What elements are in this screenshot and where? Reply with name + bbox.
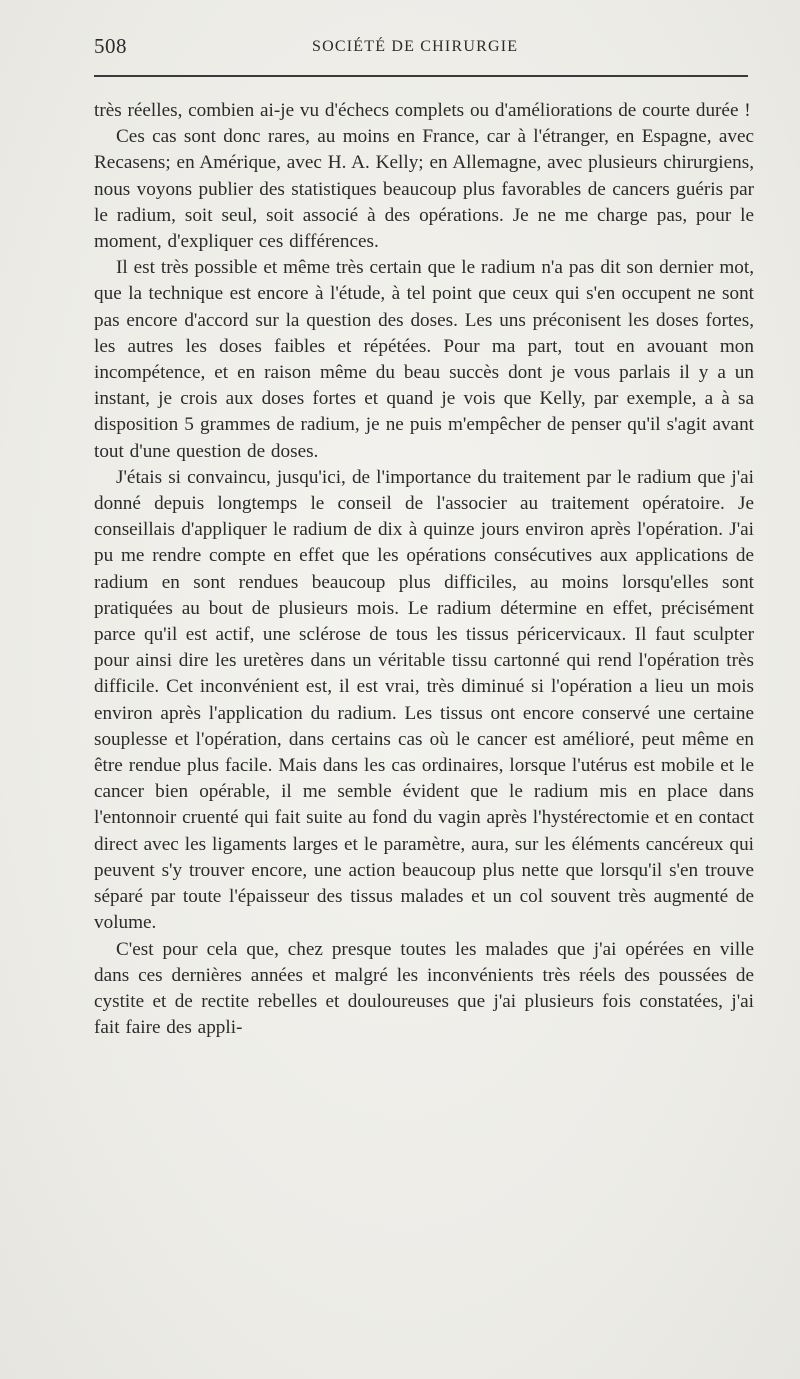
page-header — [94, 34, 754, 64]
paragraph-continuation: très réelles, combien ai-je vu d'échecs complets ou d'améliorations de courte durée ! — [94, 100, 751, 121]
paragraph: Ces cas sont donc rares, au moins en France, car à l'étranger, en Espagne, avec Recasens; en Amérique, avec H. A. Kelly; en Allemagne, avec plusieurs chirurgiens, nous voyons publier des statistiques beaucoup plus favorables de cancers guéris par le radium, soit seul, soit associé à des opérations. Je ne me charge pas, pour le moment, d'expliquer ces différences. — [94, 126, 754, 253]
page-number: 508 — [94, 34, 127, 58]
paragraph: J'étais si convaincu, jusqu'ici, de l'importance du traitement par le radium que j'ai donné depuis longtemps le conseil de l'associer au traitement opératoire. Je conseillais d'appliquer le radium de dix à quinze jours environ après l'opération. J'ai pu me rendre compte en effet que les opérations consécutives aux applications de radium en sont rendues beaucoup plus difficiles, au moins lorsqu'elles sont pratiquées au bout de plusieurs mois. Le radium détermine en effet, précisément parce qu'il est actif, une sclérose de tous les tissus péricervicaux. Il faut sculpter pour ainsi dire les uretères dans un véritable tissu cartonné qui rend l'opération très difficile. Cet inconvénient est, il est vrai, très diminué si l'opération a lieu un mois environ après l'application du radium. Les tissus ont encore conservé une certaine souplesse et l'opération, dans certains cas où le cancer est amélioré, peut même en être rendue plus facile. Mais dans les cas ordinaires, lorsque l'utérus est mobile et le cancer bien opérable, il me semble évident que le radium mis en place dans l'entonnoir cruenté qui fait suite au fond du vagin après l'hystérectomie et en contact direct avec les ligaments larges et le paramètre, aura, sur les éléments cancéreux qui peuvent s'y trouver encore, une action beaucoup plus nette que lorsqu'il s'en trouve séparé par toute l'épaisseur des tissus malades et un col souvent très augmenté de volume. — [94, 466, 754, 934]
paragraph: Il est très possible et même très certain que le radium n'a pas dit son dernier mot, que la technique est encore à l'étude, à tel point que ceux qui s'en occupent ne sont pas encore d'accord sur la question des doses. Les uns préconisent les doses fortes, les autres les doses faibles et répétées. Pour ma part, tout en avouant mon incompétence, et en raison même du beau succès dont je vous parlais il y a un instant, je crois aux doses fortes et quand je vois que Kelly, par exemple, a à sa disposition 5 grammes de radium, je ne puis m'empêcher de penser qu'il s'agit avant tout d'une question de doses. — [94, 257, 754, 462]
running-title: SOCIÉTÉ DE CHIRURGIE — [312, 38, 519, 55]
body-text — [94, 98, 754, 1041]
header-rule — [94, 75, 748, 77]
paragraph: C'est pour cela que, chez presque toutes les malades que j'ai opérées en ville dans ces dernières années et malgré les inconvénients très réels des poussées de cystite et de rectite rebelles et douloureuses que j'ai plusieurs fois constatées, j'ai fait faire des appli- — [94, 938, 754, 1039]
